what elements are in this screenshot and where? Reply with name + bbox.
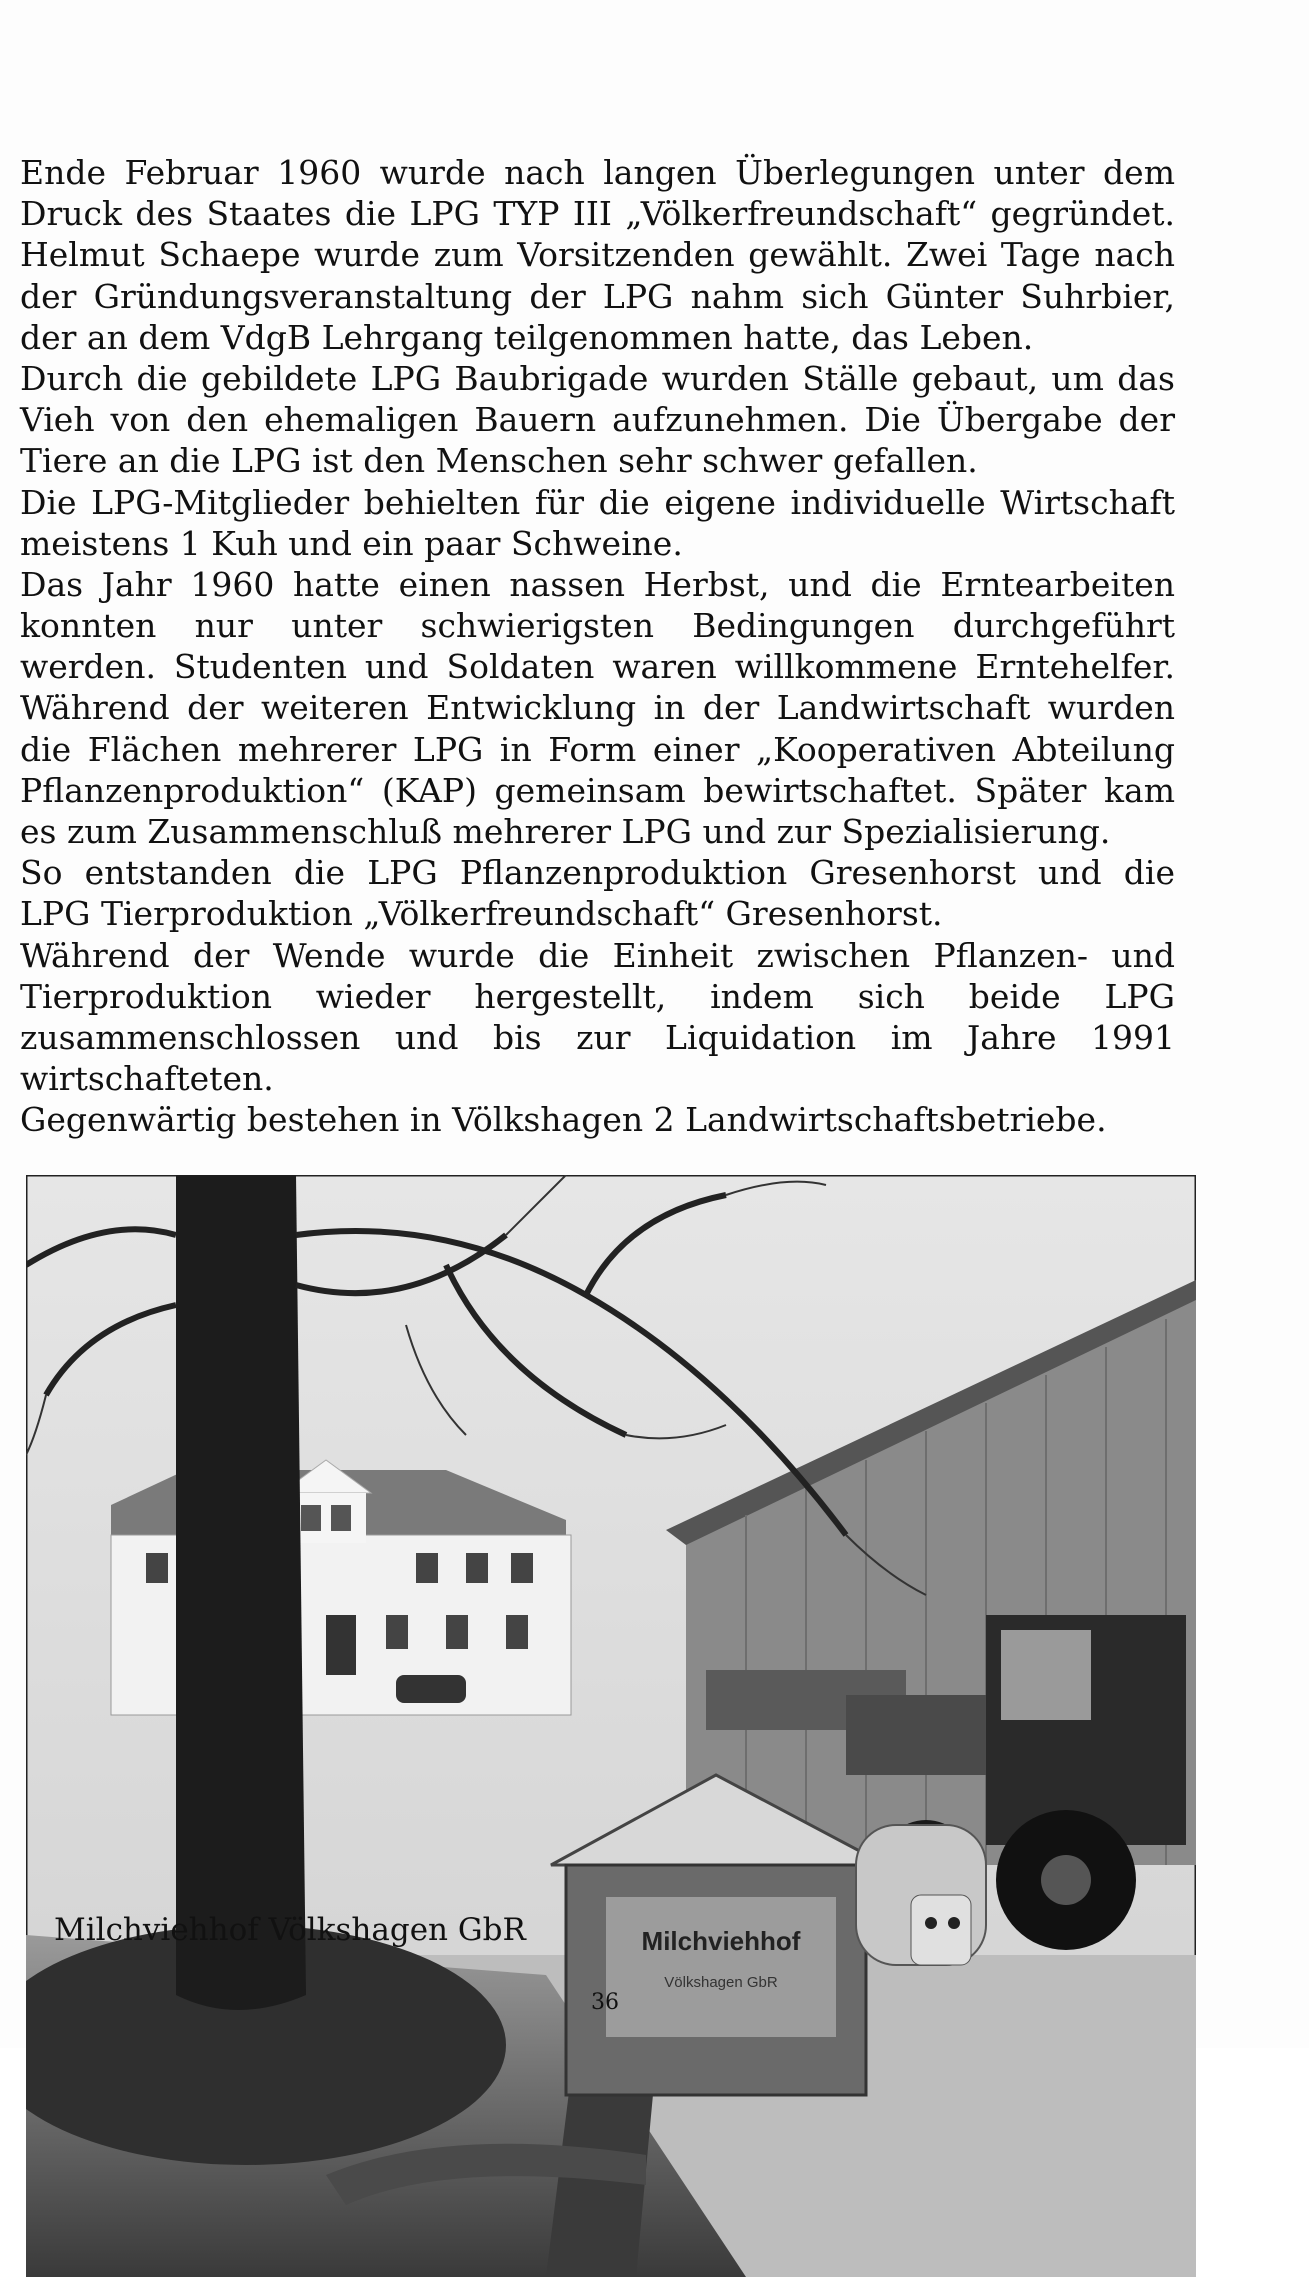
text-line: Während der weiteren Entwicklung in der Landwirtschaft wurden	[20, 688, 1175, 728]
text-line: Während der Wende wurde die Einheit zwischen Pflanzen- und	[20, 935, 1175, 975]
text-line: Helmut Schaepe wurde zum Vorsitzenden gewählt. Zwei Tage nach	[20, 235, 1175, 275]
text-line: konnten nur unter schwierigsten Bedingungen durchgeführt	[20, 606, 1175, 646]
text-line: LPG Tierproduktion „Völkerfreundschaft“ Gresenhorst.	[20, 894, 943, 934]
text-line: es zum Zusammenschluß mehrerer LPG und zur Spezialisierung.	[20, 812, 1111, 851]
text-line: Tiere an die LPG ist den Menschen sehr schwer gefallen.	[20, 441, 978, 481]
text-line: der an dem VdgB Lehrgang teilgenommen hatte, das Leben.	[20, 317, 1034, 357]
body-text	[20, 152, 1175, 1141]
page-number: 36	[591, 1990, 619, 2015]
text-line: der Gründungsveranstaltung der LPG nahm sich Günter Suhrbier,	[20, 276, 1175, 316]
photo-caption: Milchviehhof Völkshagen GbR	[54, 1912, 526, 1948]
text-line: Vieh von den ehemaligen Bauern aufzunehmen. Die Übergabe der	[20, 400, 1175, 440]
text-line: werden. Studenten und Soldaten waren willkommene Erntehelfer.	[20, 647, 1175, 687]
text-line: Gegenwärtig bestehen in Völkshagen 2 Landwirtschaftsbetriebe.	[20, 1100, 1107, 1140]
text-line: Druck des Staates die LPG TYP III „Völkerfreundschaft“ gegründet.	[20, 194, 1175, 234]
sign-title: Milchviehhof	[641, 1926, 801, 1956]
text-line: Ende Februar 1960 wurde nach langen Überlegungen unter dem	[20, 153, 1175, 192]
text-line: wirtschafteten.	[20, 1059, 274, 1099]
text-line: Pflanzenproduktion“ (KAP) gemeinsam bewirtschaftet. Später kam	[20, 770, 1175, 810]
text-line: Die LPG-Mitglieder behielten für die eigene individuelle Wirtschaft	[20, 482, 1175, 522]
text-line: zusammenschlossen und bis zur Liquidation im Jahre 1991	[20, 1017, 1175, 1057]
text-line: Durch die gebildete LPG Baubrigade wurden Ställe gebaut, um das	[20, 358, 1175, 398]
text-line: meistens 1 Kuh und ein paar Schweine.	[20, 523, 683, 563]
sign-subtitle: Völkshagen GbR	[664, 1974, 778, 1991]
text-line: So entstanden die LPG Pflanzenproduktion Gresenhorst und die	[20, 853, 1175, 893]
text-line: die Flächen mehrerer LPG in Form einer „Kooperativen Abteilung	[20, 729, 1175, 769]
text-line: Tierproduktion wieder hergestellt, indem sich beide LPG	[20, 976, 1175, 1016]
farm-photo	[26, 1175, 1196, 2277]
text-line: Das Jahr 1960 hatte einen nassen Herbst, und die Erntearbeiten	[20, 564, 1175, 604]
